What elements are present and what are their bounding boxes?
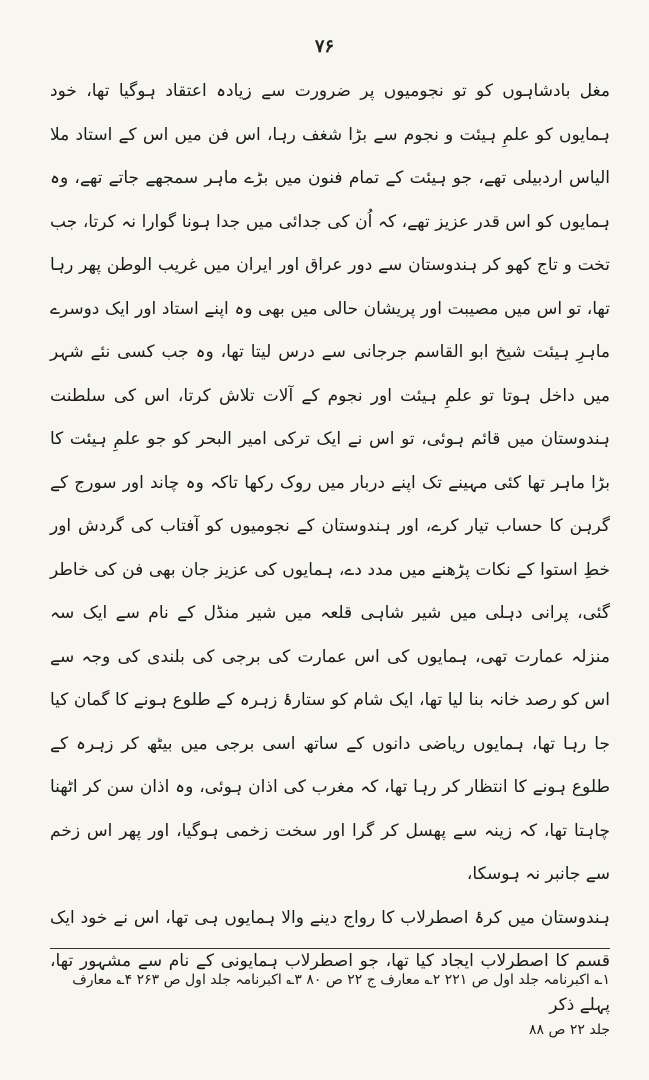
footnote-line: جلد ۲۲ ص ۸۸ <box>528 1022 610 1038</box>
page-number: ۷۶ <box>314 36 335 57</box>
paragraph: مغل بادشاہوں کو تو نجومیوں پر ضرورت سے زیادہ اعتقاد ہوگیا تھا، خود ہمایوں کو علمِ ہیئت و نجوم سے بڑا شغف رہا، اس فن میں اس کے استاد ملا الیاس اردبیلی تھے، جو ہیئت کے تمام فنون میں بڑے ماہر سمجھے جاتے تھے، وہ ہمایوں کو اس قدر عزیز تھے، کہ اُن کی جدائی میں جدا ہونا گوارا نہ کرتا، جب تخت و تاج کھو کر ہندوستان سے دور عراق اور ایران میں غریب الوطن پھر رہا تھا، تو اس میں مصیبت اور پریشان حالی میں بھی وہ اپنے استاد اور ایک دوسرے ماہرِ ہیئت شیخ ابو القاسم جرجانی سے درس لیتا تھا، وہ جب کسی نئے شہر میں داخل ہوتا تو علمِ ہیئت اور نجوم کے آلات تلاش کرتا، اس کی سلطنت ہندوستان میں قائم ہوئی، تو اس نے ایک ترکی امیر البحر کو جو علمِ ہیئت کا بڑا ماہر تھا کئی مہینے تک اپنے دربار میں روک رکھا تاکہ وہ چاند اور سورج کے گرہن کا حساب تیار کرے، اور ہندوستان کے نجومیوں کو آفتاب کی گردش اور خطِ استوا کے نکات پڑھنے میں مدد دے، ہمایوں کی عزیز جان بھی فن کی خاطر گئی، پرانی دہلی میں شیر شاہی قلعہ میں شیر منڈل کے نام سے ایک سہ منزلہ عمارت تھی، ہمایوں کی اس عمارت کی برجی کی بلندی کی وجہ سے اس کو رصد خانہ بنا لیا تھا، ایک شام کو ستارۂ زہرہ کے طلوع ہونے کا گمان کیا جا رہا تھا، ہمایوں ریاضی دانوں کے ساتھ اسی برجی میں بیٹھ کر زہرہ کے طلوع ہونے کا انتظار کر رہا تھا، کہ مغرب کی اذان ہوئی، وہ اذان سن کر اٹھنا چاہتا تھا، کہ زینہ سے پھسل کر گرا اور سخت زخمی ہوگیا، اور پھر اس زخم سے جانبر نہ ہوسکا، <box>50 81 610 884</box>
paragraph: ہندوستان میں کرۂ اصطرلاب کا رواج دینے والا ہمایوں ہی تھا، اس نے خود ایک قسم کا اصطرلاب ایجاد کیا تھا، جو اصطرلاب ہمایونی کے نام سے مشہور تھا، پہلے ذکر <box>50 907 610 1015</box>
footnote-line: ۱؎ اکبرنامہ جلد اول ص ۲۲۱ ۲؎ معارف ج ۲۲ ص ۸۰ ۳؎ اکبرنامہ جلد اول ص ۲۶۳ ۴؎ معارف <box>72 972 610 988</box>
body-text <box>50 70 610 1027</box>
footnotes <box>50 955 610 1055</box>
footnote-divider <box>50 948 610 949</box>
